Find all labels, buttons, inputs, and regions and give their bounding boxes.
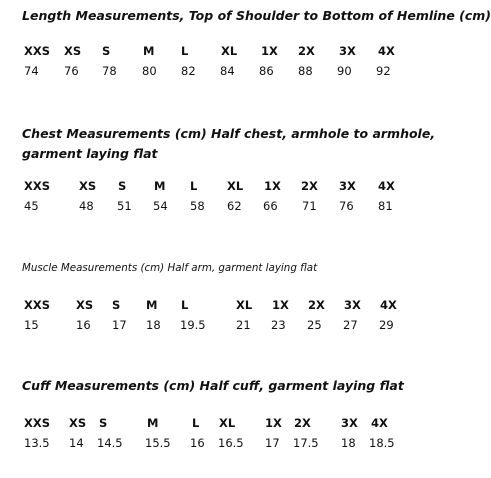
size-label: 4X xyxy=(378,179,395,193)
size-label: S xyxy=(102,44,111,58)
measurement-value: 58 xyxy=(190,199,205,213)
measurement-value: 84 xyxy=(220,64,235,78)
size-label: S xyxy=(112,298,121,312)
length-value-row xyxy=(0,63,416,79)
size-label: 4X xyxy=(378,44,395,58)
measurement-value: 17.5 xyxy=(293,436,319,450)
measurement-value: 48 xyxy=(79,199,94,213)
measurement-value: 62 xyxy=(227,199,242,213)
size-label: L xyxy=(181,298,189,312)
measurement-value: 80 xyxy=(142,64,157,78)
chest-heading xyxy=(22,124,435,164)
measurement-value: 18 xyxy=(146,318,161,332)
length-heading xyxy=(22,6,491,26)
measurement-value: 76 xyxy=(64,64,79,78)
measurement-value: 86 xyxy=(259,64,274,78)
size-label: XS xyxy=(76,298,94,312)
size-label: XXS xyxy=(24,44,51,58)
measurement-value: 14 xyxy=(69,436,84,450)
size-label: L xyxy=(190,179,198,193)
size-label: 2X xyxy=(308,298,325,312)
muscle-heading-line-1: Muscle Measurements (cm) Half arm, garment laying flat xyxy=(22,262,318,274)
muscle-size-row xyxy=(0,297,416,313)
size-label: XL xyxy=(221,44,238,58)
measurement-value: 92 xyxy=(376,64,391,78)
cuff-heading-line-1: Cuff Measurements (cm) Half cuff, garment laying flat xyxy=(22,378,404,393)
length-size-row xyxy=(0,43,416,59)
measurement-value: 15.5 xyxy=(145,436,171,450)
size-label: 3X xyxy=(344,298,361,312)
size-label: XXS xyxy=(24,298,51,312)
measurement-value: 18.5 xyxy=(369,436,395,450)
size-label: 3X xyxy=(339,44,356,58)
size-label: XXS xyxy=(24,416,51,430)
muscle-value-row xyxy=(0,317,416,333)
cuff-heading xyxy=(22,376,404,396)
size-label: L xyxy=(192,416,200,430)
size-label: 2X xyxy=(298,44,315,58)
size-label: XS xyxy=(79,179,97,193)
size-label: M xyxy=(147,416,159,430)
measurement-value: 27 xyxy=(343,318,358,332)
measurement-value: 54 xyxy=(153,199,168,213)
size-label: 1X xyxy=(272,298,289,312)
chest-heading-line-2: garment laying flat xyxy=(22,146,158,161)
measurement-value: 78 xyxy=(102,64,117,78)
muscle-heading xyxy=(22,258,317,278)
size-label: XL xyxy=(236,298,253,312)
measurement-value: 82 xyxy=(181,64,196,78)
measurement-value: 15 xyxy=(24,318,39,332)
size-label: XL xyxy=(219,416,236,430)
measurement-value: 29 xyxy=(379,318,394,332)
size-label: M xyxy=(143,44,155,58)
measurement-value: 88 xyxy=(298,64,313,78)
chest-heading-line-1: Chest Measurements (cm) Half chest, armhole to armhole, xyxy=(22,126,436,141)
measurement-value: 66 xyxy=(263,199,278,213)
measurement-value: 81 xyxy=(378,199,393,213)
size-label: 2X xyxy=(301,179,318,193)
cuff-size-row xyxy=(0,415,416,431)
size-label: 1X xyxy=(265,416,282,430)
measurement-value: 71 xyxy=(302,199,317,213)
size-label: M xyxy=(146,298,158,312)
measurement-value: 74 xyxy=(24,64,39,78)
measurement-value: 90 xyxy=(337,64,352,78)
size-label: 1X xyxy=(261,44,278,58)
size-label: 4X xyxy=(380,298,397,312)
measurement-value: 17 xyxy=(112,318,127,332)
size-label: 3X xyxy=(339,179,356,193)
chest-value-row xyxy=(0,198,416,214)
measurement-value: 76 xyxy=(339,199,354,213)
size-label: 4X xyxy=(371,416,388,430)
size-label: XXS xyxy=(24,179,51,193)
cuff-value-row xyxy=(0,435,416,451)
chest-size-row xyxy=(0,178,416,194)
length-heading-line-1: Length Measurements, Top of Shoulder to Bottom of Hemline (cm) xyxy=(22,8,491,23)
measurement-value: 23 xyxy=(271,318,286,332)
size-label: S xyxy=(118,179,127,193)
size-label: L xyxy=(181,44,189,58)
size-label: XL xyxy=(227,179,244,193)
size-label: XS xyxy=(64,44,82,58)
measurement-value: 16 xyxy=(76,318,91,332)
measurement-value: 25 xyxy=(307,318,322,332)
size-label: M xyxy=(154,179,166,193)
size-label: S xyxy=(99,416,108,430)
measurement-value: 18 xyxy=(341,436,356,450)
measurement-value: 13.5 xyxy=(24,436,50,450)
measurement-value: 17 xyxy=(265,436,280,450)
measurement-value: 45 xyxy=(24,199,39,213)
measurement-value: 21 xyxy=(236,318,251,332)
size-label: 2X xyxy=(294,416,311,430)
size-label: XS xyxy=(69,416,87,430)
measurement-value: 19.5 xyxy=(180,318,206,332)
size-label: 1X xyxy=(264,179,281,193)
measurement-value: 14.5 xyxy=(97,436,123,450)
measurement-value: 16 xyxy=(190,436,205,450)
size-label: 3X xyxy=(341,416,358,430)
measurement-value: 51 xyxy=(117,199,132,213)
measurement-value: 16.5 xyxy=(218,436,244,450)
